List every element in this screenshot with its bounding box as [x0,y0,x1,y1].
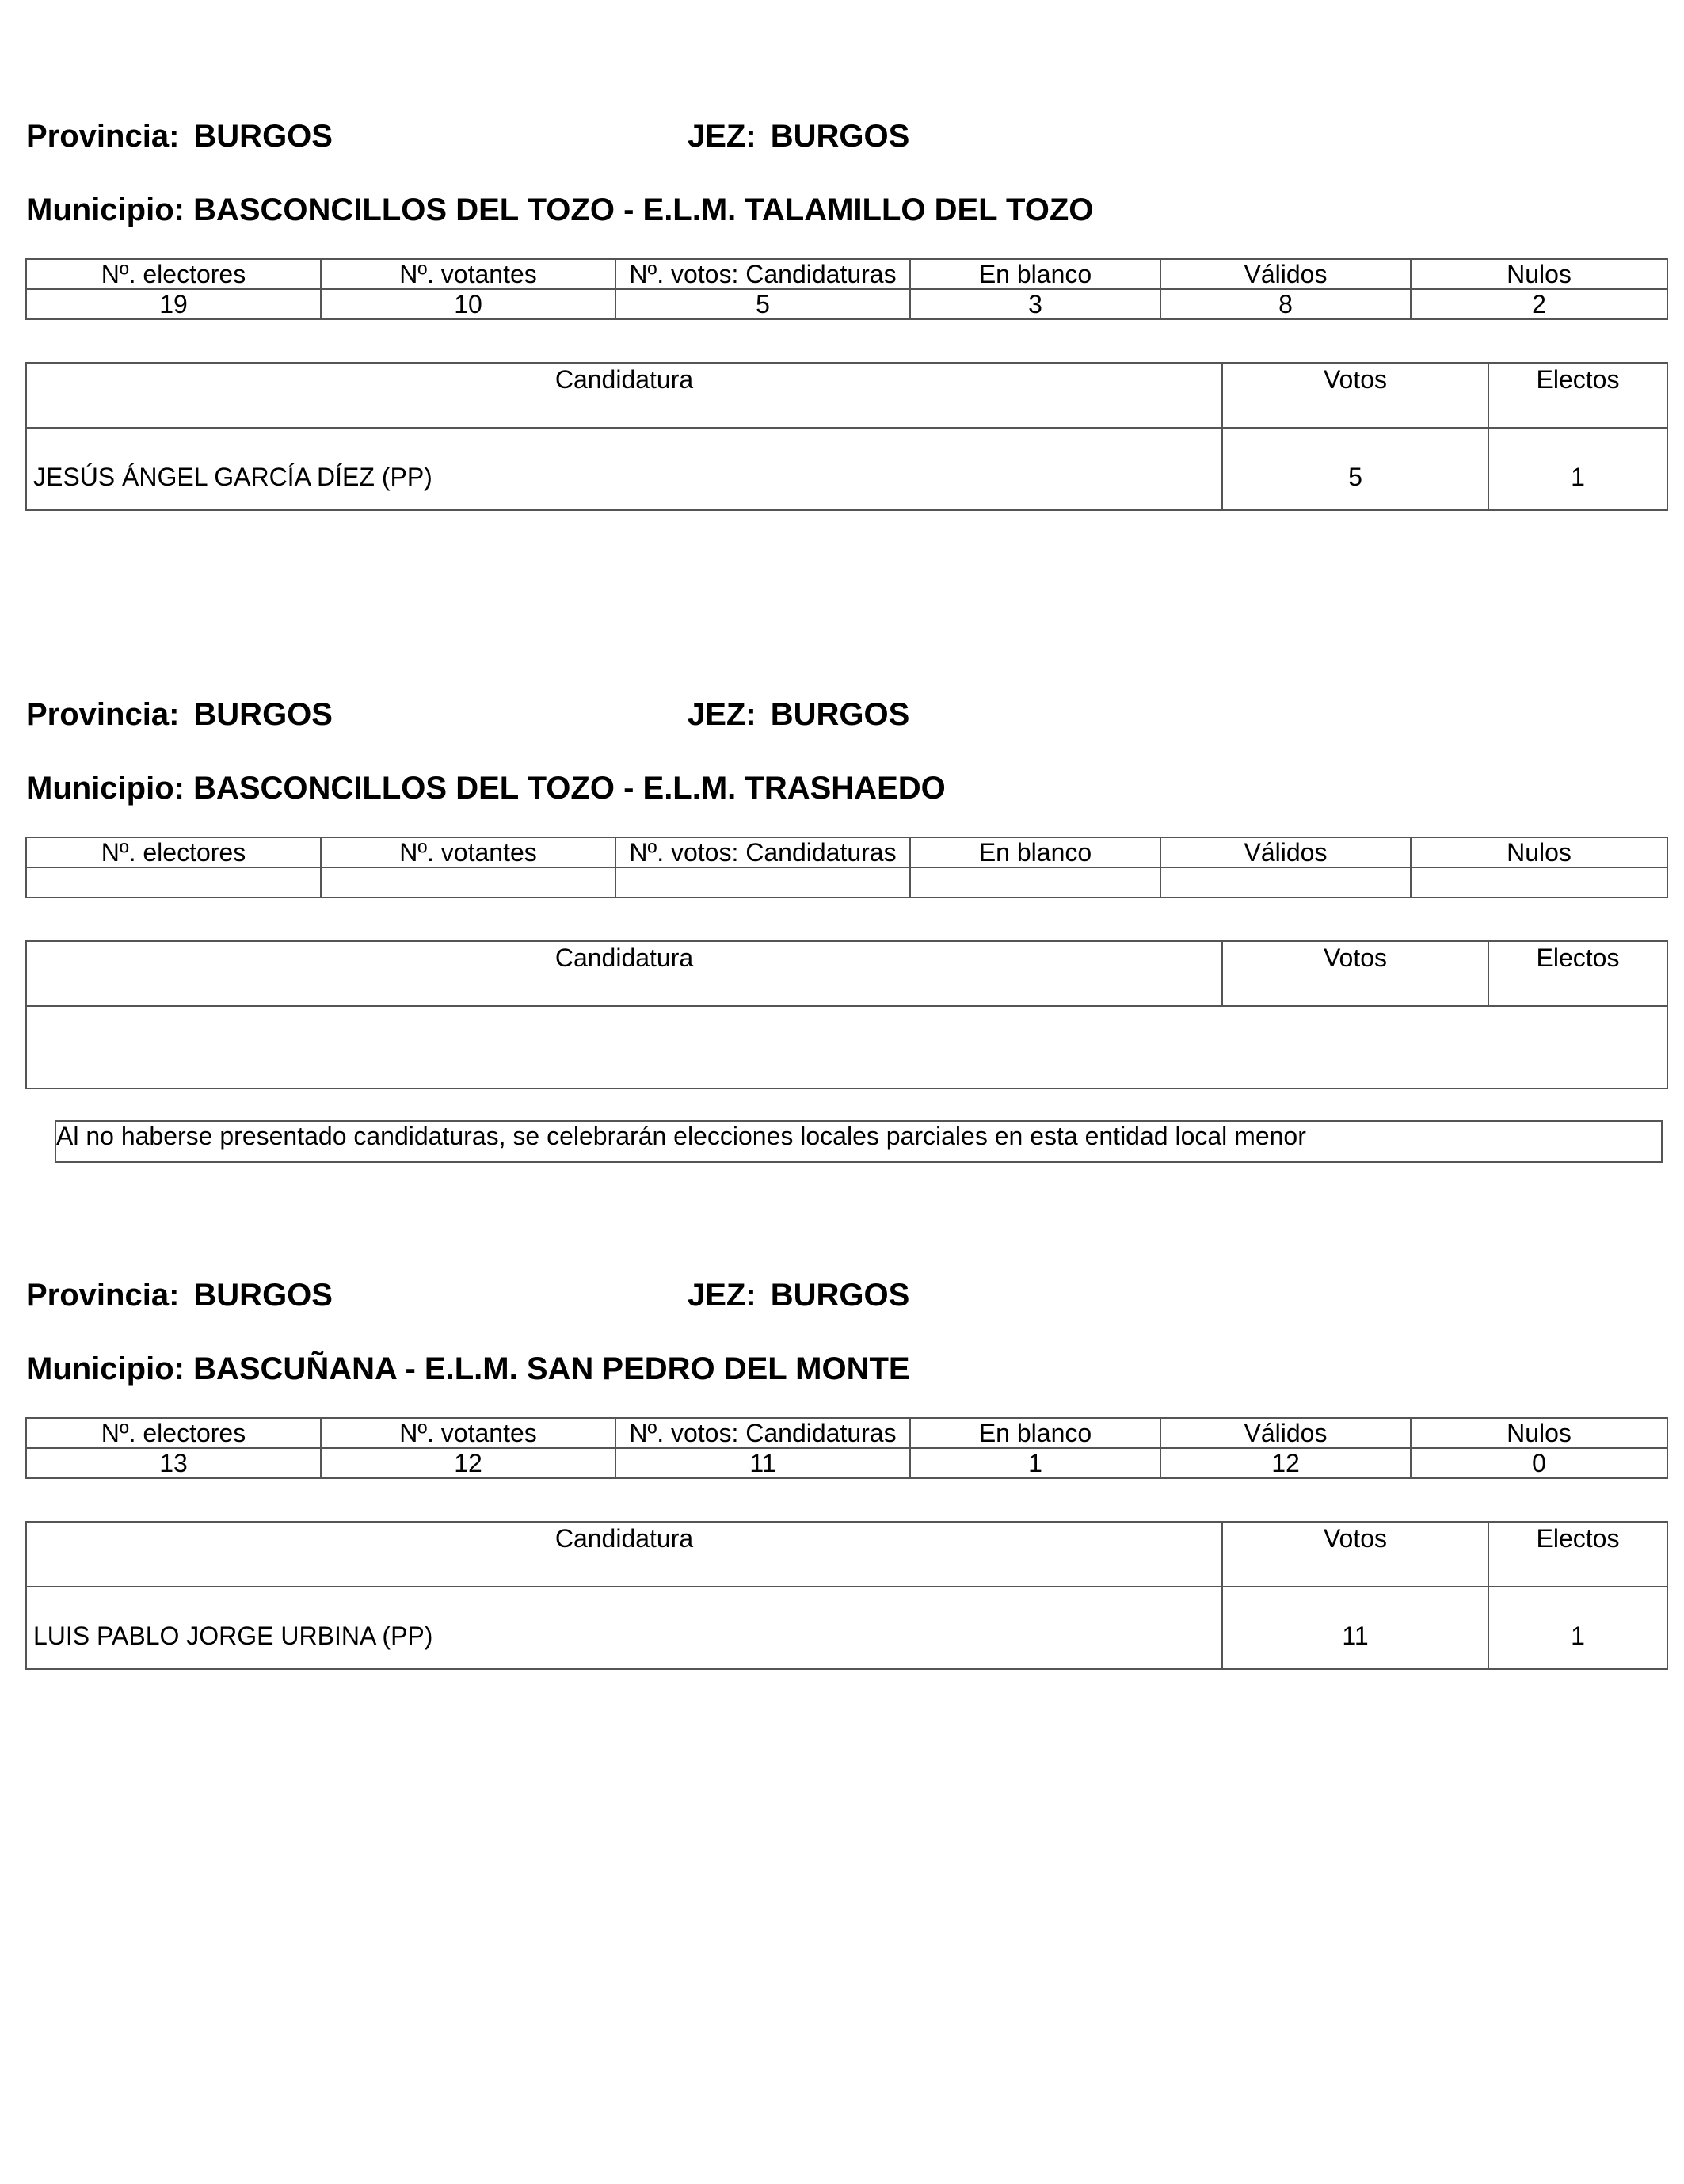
candidate-electos: 1 [1488,1587,1667,1669]
stats-value-electores [26,867,321,898]
stats-header-electores: Nº. electores [26,837,321,867]
municipio-value: BASCUÑANA - E.L.M. SAN PEDRO DEL MONTE [193,1351,910,1386]
stats-value-votos-candidaturas: 5 [615,289,910,319]
stats-header-row [26,1418,1667,1448]
stats-value-validos [1160,867,1411,898]
provincia-value: BURGOS [193,1278,333,1313]
stats-value-nulos: 0 [1411,1448,1667,1478]
municipio-label: Municipio: [26,771,185,806]
stats-header-votantes: Nº. votantes [321,259,615,289]
stats-value-votos-candidaturas [615,867,910,898]
municipio-line [26,191,1093,229]
stats-value-row [26,289,1667,319]
candidatura-header-row [26,1522,1667,1587]
candidatura-table [25,940,1668,1089]
stats-value-row [26,1448,1667,1478]
stats-header-row [26,259,1667,289]
provincia-label: Provincia: [26,697,180,732]
jez-label: JEZ: [688,697,756,732]
candidatura-header-row [26,941,1667,1006]
candidate-electos: 1 [1488,428,1667,510]
stats-value-en-blanco: 1 [910,1448,1160,1478]
jez-line [688,117,909,155]
stats-header-en-blanco: En blanco [910,259,1160,289]
provincia-line [26,117,333,155]
provincia-line [26,1276,333,1314]
jez-label: JEZ: [688,1278,756,1313]
candidatura-header-row [26,363,1667,428]
candidatura-row [26,1587,1667,1669]
candidate-votos: 5 [1222,428,1488,510]
stats-header-nulos: Nulos [1411,837,1667,867]
stats-header-validos: Válidos [1160,1418,1411,1448]
stats-header-nulos: Nulos [1411,1418,1667,1448]
stats-value-electores: 13 [26,1448,321,1478]
municipio-label: Municipio: [26,1351,185,1386]
candidatura-table [25,1521,1668,1670]
stats-header-electores: Nº. electores [26,259,321,289]
stats-value-electores: 19 [26,289,321,319]
jez-value: BURGOS [770,697,910,732]
stats-header-row [26,837,1667,867]
stats-value-en-blanco: 3 [910,289,1160,319]
candidatura-header: Candidatura [26,1522,1222,1587]
stats-value-votos-candidaturas: 11 [615,1448,910,1478]
candidatura-table [25,362,1668,511]
jez-value: BURGOS [770,119,910,154]
stats-header-votos-candidaturas: Nº. votos: Candidaturas [615,837,910,867]
stats-value-nulos: 2 [1411,289,1667,319]
stats-value-validos: 12 [1160,1448,1411,1478]
candidate-name: LUIS PABLO JORGE URBINA (PP) [26,1587,1222,1669]
no-candidaturas-note: Al no haberse presentado candidaturas, se celebrarán elecciones locales parciales en esta entidad local menor [55,1120,1663,1163]
stats-header-validos: Válidos [1160,837,1411,867]
stats-header-votantes: Nº. votantes [321,1418,615,1448]
stats-table [25,837,1668,898]
stats-value-votantes [321,867,615,898]
municipio-label: Municipio: [26,192,185,227]
votos-header: Votos [1222,1522,1488,1587]
candidatura-header: Candidatura [26,941,1222,1006]
provincia-value: BURGOS [193,119,333,154]
municipio-line [26,1350,910,1388]
municipio-value: BASCONCILLOS DEL TOZO - E.L.M. TRASHAEDO [193,771,946,806]
stats-value-en-blanco [910,867,1160,898]
stats-value-votantes: 12 [321,1448,615,1478]
jez-value: BURGOS [770,1278,910,1313]
stats-header-electores: Nº. electores [26,1418,321,1448]
jez-line [688,696,909,734]
stats-value-nulos [1411,867,1667,898]
candidatura-header: Candidatura [26,363,1222,428]
candidate-name [26,1006,1667,1088]
stats-header-votos-candidaturas: Nº. votos: Candidaturas [615,1418,910,1448]
jez-line [688,1276,909,1314]
municipio-line [26,769,946,807]
stats-table [25,258,1668,320]
votos-header: Votos [1222,363,1488,428]
stats-value-row [26,867,1667,898]
candidate-votos: 11 [1222,1587,1488,1669]
electos-header: Electos [1488,363,1667,428]
stats-header-nulos: Nulos [1411,259,1667,289]
provincia-label: Provincia: [26,1278,180,1313]
provincia-line [26,696,333,734]
provincia-label: Provincia: [26,119,180,154]
stats-header-votos-candidaturas: Nº. votos: Candidaturas [615,259,910,289]
votos-header: Votos [1222,941,1488,1006]
municipio-value: BASCONCILLOS DEL TOZO - E.L.M. TALAMILLO DEL TOZO [193,192,1094,227]
candidatura-empty-row [26,1006,1667,1088]
electos-header: Electos [1488,1522,1667,1587]
stats-header-en-blanco: En blanco [910,1418,1160,1448]
stats-table [25,1417,1668,1479]
stats-header-votantes: Nº. votantes [321,837,615,867]
provincia-value: BURGOS [193,697,333,732]
stats-header-validos: Válidos [1160,259,1411,289]
jez-label: JEZ: [688,119,756,154]
stats-header-en-blanco: En blanco [910,837,1160,867]
candidatura-row [26,428,1667,510]
stats-value-validos: 8 [1160,289,1411,319]
stats-value-votantes: 10 [321,289,615,319]
candidate-name: JESÚS ÁNGEL GARCÍA DÍEZ (PP) [26,428,1222,510]
electos-header: Electos [1488,941,1667,1006]
